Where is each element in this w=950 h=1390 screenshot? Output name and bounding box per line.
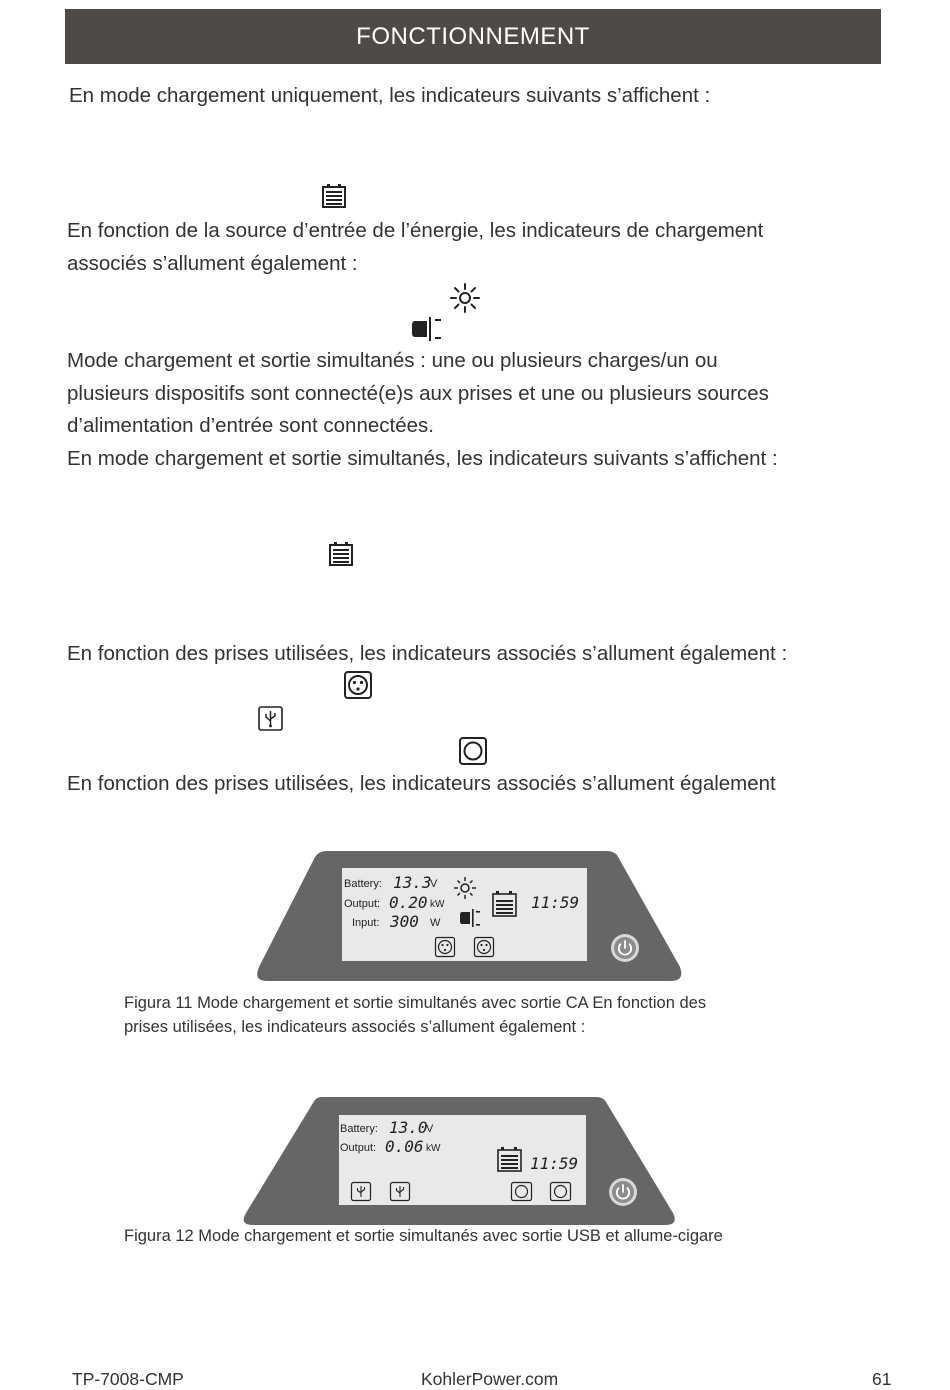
figure12-time: 11:59 xyxy=(530,1154,579,1173)
footer-model: TP-7008-CMP xyxy=(72,1369,184,1389)
figure11-output-label: Output: xyxy=(344,898,381,910)
figure11-caption-line1: Figura 11 Mode chargement et sortie simultanés avec sortie CA En fonction des xyxy=(124,994,707,1012)
simultaneous-line1: Mode chargement et sortie simultanés : une ou plusieurs charges/un ou xyxy=(67,349,718,372)
figure12-display-panel xyxy=(241,1095,677,1227)
simultaneous-line2: plusieurs dispositifs sont connecté(e)s aux prises et une ou plusieurs sources xyxy=(67,382,769,405)
figure11-input-unit: W xyxy=(430,917,441,929)
footer-website: KohlerPower.com xyxy=(421,1369,559,1389)
figure12-caption: Figura 12 Mode chargement et sortie simultanés avec sortie USB et allume-cigare xyxy=(124,1227,723,1245)
figure11-output-unit: kW xyxy=(430,899,445,910)
input-source-line2: associés s’allument également : xyxy=(67,252,358,275)
footer-page-number: 61 xyxy=(872,1369,892,1389)
section-title: FONCTIONNEMENT xyxy=(356,22,590,50)
figure11-power-button[interactable] xyxy=(611,934,639,962)
battery-icon xyxy=(328,541,354,567)
figure11-battery-unit: V xyxy=(430,878,438,890)
input-source-line1: En fonction de la source d’entrée de l’énergie, les indicateurs de chargement xyxy=(67,219,764,242)
figure12-output-value: 0.06 xyxy=(385,1137,424,1156)
simultaneous-line3: d’alimentation d’entrée sont connectées. xyxy=(67,414,434,437)
figure11-time: 11:59 xyxy=(531,893,580,912)
figure12-output-label: Output: xyxy=(340,1142,377,1154)
ac-adapter-icon xyxy=(411,315,443,343)
ac-outlet-icon xyxy=(344,671,372,699)
usb-icon xyxy=(258,706,283,731)
outlets-used-2: En fonction des prises utilisées, les indicateurs associés s’allument également xyxy=(67,772,776,795)
sun-icon xyxy=(450,283,480,313)
charge-only-intro: En mode chargement uniquement, les indicateurs suivants s’affichent : xyxy=(69,84,711,107)
section-header xyxy=(65,9,881,64)
figure11-battery-value: 13.3 xyxy=(393,873,432,892)
figure12-battery-unit: V xyxy=(426,1123,434,1135)
outlets-used-1: En fonction des prises utilisées, les indicateurs associés s’allument également : xyxy=(67,642,788,665)
figure12-power-button[interactable] xyxy=(609,1178,637,1206)
figure11-input-label: Input: xyxy=(352,917,380,929)
figure12-output-unit: kW xyxy=(426,1143,441,1154)
figure12-battery-icon xyxy=(498,1147,521,1171)
figure11-output-value: 0.20 xyxy=(389,893,428,912)
figure11-caption-line2: prises utilisées, les indicateurs associés s’allument également : xyxy=(124,1018,586,1036)
figure12-battery-value: 13.0 xyxy=(389,1118,428,1137)
figure12-battery-label: Battery: xyxy=(340,1123,378,1135)
car-socket-icon xyxy=(459,737,487,765)
simultaneous-indicators: En mode chargement et sortie simultanés, les indicateurs suivants s’affichent : xyxy=(67,447,778,470)
figure11-display-panel xyxy=(255,849,685,983)
figure11-input-value: 300 xyxy=(390,912,419,931)
figure11-battery-label: Battery: xyxy=(344,878,382,890)
battery-icon xyxy=(321,183,347,209)
